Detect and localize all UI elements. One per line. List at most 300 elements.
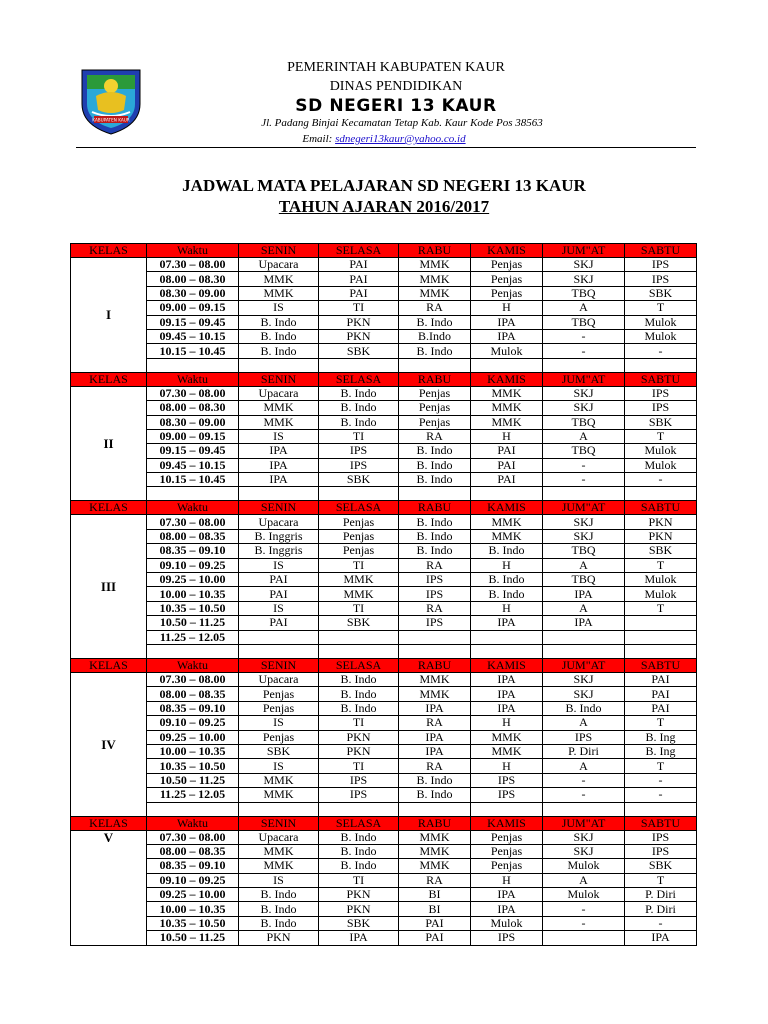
- school-name: SD NEGERI 13 KAUR: [295, 96, 497, 116]
- subject-cell: Penjas: [319, 515, 399, 529]
- time-cell: 08.35 – 09.10: [147, 859, 239, 873]
- subject-cell: B. Indo: [319, 859, 399, 873]
- time-cell: 10.50 – 11.25: [147, 616, 239, 630]
- subject-cell: -: [625, 773, 697, 787]
- subject-cell: PAI: [625, 701, 697, 715]
- schedule-row: [71, 916, 697, 930]
- time-cell: 08.35 – 09.10: [147, 544, 239, 558]
- spacer-row: [71, 802, 697, 816]
- subject-cell: [625, 630, 697, 644]
- subject-cell: MMK: [471, 386, 543, 400]
- schedule-row: [71, 616, 697, 630]
- time-cell: 10.50 – 11.25: [147, 773, 239, 787]
- time-cell: 09.25 – 10.00: [147, 573, 239, 587]
- subject-cell: RA: [399, 429, 471, 443]
- time-cell: 07.30 – 08.00: [147, 830, 239, 844]
- subject-cell: IPS: [625, 401, 697, 415]
- empty-cell: [625, 802, 697, 816]
- header-cell: SENIN: [239, 816, 319, 830]
- subject-cell: MMK: [399, 830, 471, 844]
- subject-cell: [543, 630, 625, 644]
- subject-cell: IPA: [239, 444, 319, 458]
- subject-cell: IPS: [543, 730, 625, 744]
- header-row: [71, 372, 697, 386]
- subject-cell: PKN: [319, 888, 399, 902]
- header-cell: KAMIS: [471, 658, 543, 672]
- header-cell: Waktu: [147, 372, 239, 386]
- subject-cell: MMK: [471, 730, 543, 744]
- empty-cell: [239, 487, 319, 501]
- class-label: V: [71, 830, 147, 945]
- subject-cell: IPA: [471, 687, 543, 701]
- subject-cell: PAI: [625, 687, 697, 701]
- subject-cell: [399, 630, 471, 644]
- header-cell: KAMIS: [471, 372, 543, 386]
- subject-cell: PAI: [239, 587, 319, 601]
- subject-cell: B. Ing: [625, 730, 697, 744]
- header-cell: SELASA: [319, 816, 399, 830]
- schedule-row: [71, 444, 697, 458]
- subject-cell: MMK: [239, 773, 319, 787]
- subject-cell: IPS: [399, 616, 471, 630]
- header-cell: RABU: [399, 372, 471, 386]
- subject-cell: TI: [319, 558, 399, 572]
- subject-cell: [471, 630, 543, 644]
- subject-cell: Mulok: [625, 315, 697, 329]
- subject-cell: TI: [319, 759, 399, 773]
- subject-cell: MMK: [471, 415, 543, 429]
- header-cell: JUM"AT: [543, 244, 625, 258]
- subject-cell: SKJ: [543, 844, 625, 858]
- subject-cell: -: [543, 473, 625, 487]
- schedule-row: [71, 344, 697, 358]
- subject-cell: IPS: [625, 830, 697, 844]
- class-label: III: [71, 515, 147, 659]
- subject-cell: A: [543, 301, 625, 315]
- subject-cell: PAI: [319, 272, 399, 286]
- schedule-row: [71, 701, 697, 715]
- letterhead-divider: [76, 147, 696, 148]
- time-cell: 10.50 – 11.25: [147, 931, 239, 945]
- subject-cell: IPA: [471, 315, 543, 329]
- subject-cell: TI: [319, 429, 399, 443]
- time-cell: 09.25 – 10.00: [147, 888, 239, 902]
- header-cell: KELAS: [71, 372, 147, 386]
- subject-cell: SKJ: [543, 515, 625, 529]
- empty-cell: [543, 802, 625, 816]
- empty-cell: [471, 644, 543, 658]
- subject-cell: PKN: [319, 744, 399, 758]
- subject-cell: IPS: [625, 258, 697, 272]
- subject-cell: B. Indo: [239, 344, 319, 358]
- schedule-row: [71, 458, 697, 472]
- spacer-row: [71, 487, 697, 501]
- subject-cell: IPS: [471, 773, 543, 787]
- subject-cell: Mulok: [471, 344, 543, 358]
- page-title: JADWAL MATA PELAJARAN SD NEGERI 13 KAUR: [182, 176, 586, 195]
- schedule-row: [71, 672, 697, 686]
- subject-cell: Penjas: [239, 701, 319, 715]
- subject-cell: MMK: [239, 788, 319, 802]
- subject-cell: SBK: [625, 415, 697, 429]
- subject-cell: IPA: [471, 888, 543, 902]
- subject-cell: SBK: [319, 473, 399, 487]
- subject-cell: T: [625, 558, 697, 572]
- subject-cell: TBQ: [543, 315, 625, 329]
- header-cell: Waktu: [147, 658, 239, 672]
- schedule-row: [71, 386, 697, 400]
- subject-cell: MMK: [239, 859, 319, 873]
- subject-cell: SKJ: [543, 258, 625, 272]
- schedule-row: [71, 859, 697, 873]
- subject-cell: IPS: [319, 458, 399, 472]
- subject-cell: MMK: [471, 744, 543, 758]
- subject-cell: -: [543, 458, 625, 472]
- subject-cell: B. Indo: [319, 687, 399, 701]
- subject-cell: Mulok: [625, 458, 697, 472]
- header-cell: KAMIS: [471, 244, 543, 258]
- header-cell: RABU: [399, 816, 471, 830]
- letterhead: [0, 0, 768, 150]
- subject-cell: Penjas: [471, 859, 543, 873]
- subject-cell: IPA: [239, 473, 319, 487]
- subject-cell: RA: [399, 716, 471, 730]
- subject-cell: TI: [319, 301, 399, 315]
- subject-cell: RA: [399, 759, 471, 773]
- time-cell: 10.35 – 10.50: [147, 759, 239, 773]
- schedule-row: [71, 716, 697, 730]
- subject-cell: MMK: [399, 859, 471, 873]
- subject-cell: PKN: [319, 315, 399, 329]
- page-subtitle: TAHUN AJARAN 2016/2017: [278, 197, 490, 216]
- subject-cell: T: [625, 873, 697, 887]
- schedule-row: [71, 601, 697, 615]
- time-cell: 10.15 – 10.45: [147, 473, 239, 487]
- subject-cell: IPA: [471, 902, 543, 916]
- header-cell: JUM"AT: [543, 372, 625, 386]
- empty-cell: [399, 487, 471, 501]
- subject-cell: SKJ: [543, 272, 625, 286]
- header-cell: SABTU: [625, 816, 697, 830]
- time-cell: 08.00 – 08.30: [147, 272, 239, 286]
- header-cell: SELASA: [319, 244, 399, 258]
- subject-cell: IPA: [625, 931, 697, 945]
- subject-cell: MMK: [399, 672, 471, 686]
- subject-cell: MMK: [239, 286, 319, 300]
- subject-cell: TI: [319, 601, 399, 615]
- subject-cell: SBK: [319, 344, 399, 358]
- schedule-table: [70, 243, 697, 946]
- subject-cell: PAI: [399, 916, 471, 930]
- empty-cell: [471, 802, 543, 816]
- time-cell: 08.00 – 08.35: [147, 844, 239, 858]
- time-cell: 09.10 – 09.25: [147, 873, 239, 887]
- header-cell: SELASA: [319, 372, 399, 386]
- header-cell: SELASA: [319, 501, 399, 515]
- subject-cell: IPS: [319, 773, 399, 787]
- empty-cell: [239, 802, 319, 816]
- subject-cell: -: [625, 473, 697, 487]
- subject-cell: H: [471, 558, 543, 572]
- subject-cell: Penjas: [319, 544, 399, 558]
- schedule-row: [71, 931, 697, 945]
- subject-cell: B. Indo: [399, 458, 471, 472]
- subject-cell: RA: [399, 873, 471, 887]
- empty-cell: [399, 644, 471, 658]
- subject-cell: PAI: [471, 473, 543, 487]
- schedule-row: [71, 630, 697, 644]
- time-cell: 10.35 – 10.50: [147, 916, 239, 930]
- subject-cell: IPS: [625, 386, 697, 400]
- subject-cell: BI: [399, 902, 471, 916]
- subject-cell: MMK: [319, 573, 399, 587]
- schedule-row: [71, 301, 697, 315]
- subject-cell: IPS: [399, 573, 471, 587]
- empty-cell: [147, 487, 239, 501]
- subject-cell: MMK: [399, 258, 471, 272]
- subject-cell: H: [471, 301, 543, 315]
- subject-cell: -: [543, 344, 625, 358]
- subject-cell: PKN: [319, 902, 399, 916]
- schedule-row: [71, 788, 697, 802]
- subject-cell: B. Indo: [319, 672, 399, 686]
- empty-cell: [147, 802, 239, 816]
- schedule-row: [71, 258, 697, 272]
- subject-cell: Penjas: [319, 529, 399, 543]
- empty-cell: [471, 487, 543, 501]
- time-cell: 09.45 – 10.15: [147, 458, 239, 472]
- subject-cell: MMK: [239, 401, 319, 415]
- time-cell: 10.00 – 10.35: [147, 587, 239, 601]
- subject-cell: B. Indo: [319, 701, 399, 715]
- subject-cell: IS: [239, 601, 319, 615]
- subject-cell: Mulok: [471, 916, 543, 930]
- empty-cell: [625, 487, 697, 501]
- subject-cell: TBQ: [543, 286, 625, 300]
- subject-cell: IPS: [625, 272, 697, 286]
- schedule-row: [71, 744, 697, 758]
- subject-cell: [543, 931, 625, 945]
- subject-cell: Mulok: [543, 859, 625, 873]
- subject-cell: -: [625, 788, 697, 802]
- header-cell: SENIN: [239, 501, 319, 515]
- empty-cell: [625, 644, 697, 658]
- schedule-row: [71, 401, 697, 415]
- subject-cell: IS: [239, 301, 319, 315]
- empty-cell: [319, 487, 399, 501]
- header-cell: JUM"AT: [543, 816, 625, 830]
- empty-cell: [147, 358, 239, 372]
- schedule-row: [71, 573, 697, 587]
- subject-cell: -: [543, 329, 625, 343]
- empty-cell: [543, 358, 625, 372]
- subject-cell: IS: [239, 873, 319, 887]
- header-cell: RABU: [399, 501, 471, 515]
- time-cell: 09.00 – 09.15: [147, 429, 239, 443]
- schedule-row: [71, 473, 697, 487]
- subject-cell: Upacara: [239, 258, 319, 272]
- subject-cell: Upacara: [239, 830, 319, 844]
- subject-cell: Mulok: [625, 329, 697, 343]
- subject-cell: SBK: [625, 544, 697, 558]
- class-label: IV: [71, 672, 147, 816]
- subject-cell: IPA: [471, 329, 543, 343]
- subject-cell: Mulok: [543, 888, 625, 902]
- time-cell: 07.30 – 08.00: [147, 386, 239, 400]
- subject-cell: IPA: [399, 744, 471, 758]
- subject-cell: SBK: [319, 616, 399, 630]
- subject-cell: Mulok: [625, 587, 697, 601]
- subject-cell: [239, 630, 319, 644]
- time-cell: 10.00 – 10.35: [147, 902, 239, 916]
- subject-cell: B. Indo: [319, 844, 399, 858]
- subject-cell: B. Indo: [239, 888, 319, 902]
- subject-cell: B. Indo: [399, 515, 471, 529]
- empty-cell: [319, 644, 399, 658]
- subject-cell: B. Indo: [399, 544, 471, 558]
- subject-cell: BI: [399, 888, 471, 902]
- subject-cell: Penjas: [399, 415, 471, 429]
- subject-cell: PAI: [399, 931, 471, 945]
- header-cell: SENIN: [239, 658, 319, 672]
- header-cell: SELASA: [319, 658, 399, 672]
- subject-cell: -: [625, 344, 697, 358]
- subject-cell: IPA: [543, 587, 625, 601]
- schedule-row: [71, 844, 697, 858]
- subject-cell: [625, 616, 697, 630]
- subject-cell: PAI: [239, 616, 319, 630]
- subject-cell: MMK: [319, 587, 399, 601]
- empty-cell: [399, 802, 471, 816]
- subject-cell: B. Inggris: [239, 529, 319, 543]
- schedule-row: [71, 902, 697, 916]
- schedule-row: [71, 515, 697, 529]
- email-line: [0, 133, 768, 145]
- subject-cell: P. Diri: [625, 888, 697, 902]
- empty-cell: [239, 644, 319, 658]
- subject-cell: B. Indo: [239, 902, 319, 916]
- subject-cell: B. Indo: [239, 329, 319, 343]
- subject-cell: SKJ: [543, 672, 625, 686]
- empty-cell: [319, 358, 399, 372]
- subject-cell: B. Indo: [239, 916, 319, 930]
- header-cell: KELAS: [71, 244, 147, 258]
- schedule-row: [71, 286, 697, 300]
- schedule-row: [71, 329, 697, 343]
- subject-cell: B. Indo: [319, 415, 399, 429]
- subject-cell: TBQ: [543, 544, 625, 558]
- subject-cell: A: [543, 716, 625, 730]
- schedule-row: [71, 687, 697, 701]
- subject-cell: SKJ: [543, 830, 625, 844]
- time-cell: 08.00 – 08.35: [147, 687, 239, 701]
- subject-cell: IS: [239, 429, 319, 443]
- class-label: II: [71, 386, 147, 501]
- header-cell: SENIN: [239, 372, 319, 386]
- email-label: Email:: [302, 133, 336, 145]
- subject-cell: IPA: [543, 616, 625, 630]
- subject-cell: B. Indo: [399, 444, 471, 458]
- subject-cell: IS: [239, 558, 319, 572]
- empty-cell: [239, 358, 319, 372]
- subject-cell: B. Indo: [319, 386, 399, 400]
- subject-cell: T: [625, 429, 697, 443]
- subject-cell: IPA: [239, 458, 319, 472]
- subject-cell: TBQ: [543, 573, 625, 587]
- subject-cell: Upacara: [239, 672, 319, 686]
- time-cell: 08.00 – 08.35: [147, 529, 239, 543]
- subject-cell: Penjas: [399, 386, 471, 400]
- subject-cell: MMK: [399, 844, 471, 858]
- time-cell: 10.15 – 10.45: [147, 344, 239, 358]
- subject-cell: B. Indo: [543, 701, 625, 715]
- schedule-row: [71, 873, 697, 887]
- subject-cell: IPS: [471, 931, 543, 945]
- schedule-row: [71, 587, 697, 601]
- header-cell: RABU: [399, 658, 471, 672]
- schedule-row: [71, 888, 697, 902]
- header-cell: JUM"AT: [543, 501, 625, 515]
- empty-cell: [147, 644, 239, 658]
- email-link[interactable]: sdnegeri13kaur@yahoo.co.id: [335, 133, 466, 145]
- subject-cell: PAI: [471, 458, 543, 472]
- header-cell: JUM"AT: [543, 658, 625, 672]
- schedule-row: [71, 415, 697, 429]
- subject-cell: IPA: [319, 931, 399, 945]
- schedule-row: [71, 272, 697, 286]
- time-cell: 09.45 – 10.15: [147, 329, 239, 343]
- subject-cell: B. Ing: [625, 744, 697, 758]
- subject-cell: H: [471, 716, 543, 730]
- header-cell: SABTU: [625, 658, 697, 672]
- subject-cell: T: [625, 301, 697, 315]
- subject-cell: B. Indo: [399, 473, 471, 487]
- header-cell: SABTU: [625, 372, 697, 386]
- time-cell: 07.30 – 08.00: [147, 672, 239, 686]
- subject-cell: PAI: [319, 286, 399, 300]
- subject-cell: MMK: [471, 529, 543, 543]
- empty-cell: [543, 644, 625, 658]
- subject-cell: B. Indo: [239, 315, 319, 329]
- subject-cell: PKN: [239, 931, 319, 945]
- spacer-row: [71, 644, 697, 658]
- subject-cell: -: [543, 788, 625, 802]
- subject-cell: Penjas: [471, 286, 543, 300]
- subject-cell: MMK: [239, 272, 319, 286]
- subject-cell: -: [543, 773, 625, 787]
- header-cell: KELAS: [71, 501, 147, 515]
- subject-cell: Penjas: [471, 844, 543, 858]
- header-cell: Waktu: [147, 244, 239, 258]
- header-cell: Waktu: [147, 501, 239, 515]
- schedule-row: [71, 315, 697, 329]
- time-cell: 10.00 – 10.35: [147, 744, 239, 758]
- empty-cell: [471, 358, 543, 372]
- subject-cell: B. Indo: [399, 788, 471, 802]
- subject-cell: H: [471, 759, 543, 773]
- subject-cell: [319, 630, 399, 644]
- subject-cell: SKJ: [543, 687, 625, 701]
- subject-cell: TI: [319, 873, 399, 887]
- subject-cell: IPS: [471, 788, 543, 802]
- subject-cell: IPA: [471, 616, 543, 630]
- subject-cell: SBK: [319, 916, 399, 930]
- time-cell: 09.15 – 09.45: [147, 315, 239, 329]
- subject-cell: MMK: [239, 415, 319, 429]
- time-cell: 08.00 – 08.30: [147, 401, 239, 415]
- subject-cell: B. Indo: [399, 773, 471, 787]
- time-cell: 08.35 – 09.10: [147, 701, 239, 715]
